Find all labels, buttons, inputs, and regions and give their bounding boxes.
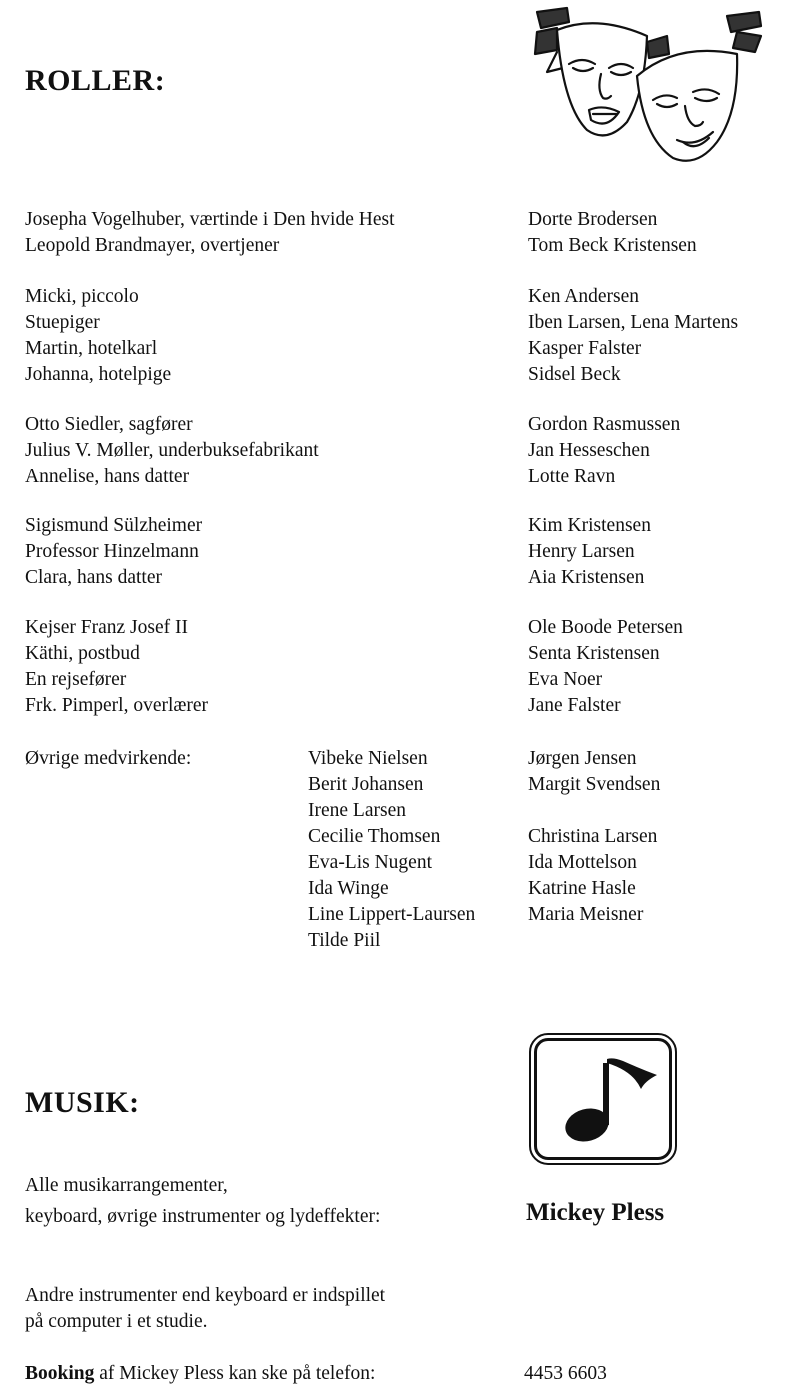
actor-name: Kim Kristensen (528, 515, 651, 536)
role-name: Martin, hotelkarl (25, 338, 158, 359)
actor-name: Aia Kristensen (528, 567, 645, 588)
role-name: Leopold Brandmayer, overtjener (25, 235, 280, 256)
role-name: Frk. Pimperl, overlærer (25, 695, 209, 716)
actor-group (528, 513, 651, 591)
role-name: Annelise, hans datter (25, 466, 190, 487)
actor-name: Tom Beck Kristensen (528, 235, 697, 256)
others-right-list-1 (528, 746, 660, 798)
actor-name: Senta Kristensen (528, 643, 660, 664)
note-line-1: Andre instrumenter end keyboard er indspillet (25, 1285, 386, 1306)
booking-line (25, 1360, 375, 1388)
role-name: En rejsefører (25, 669, 127, 690)
performer-name: Katrine Hasle (528, 878, 636, 899)
music-line-2: keyboard, øvrige instrumenter og lydeffekter: (25, 1206, 381, 1227)
actor-name: Jan Hesseschen (528, 440, 650, 461)
actor-group (528, 284, 738, 388)
performer-name: Vibeke Nielsen (308, 748, 428, 769)
performer-name: Eva-Lis Nugent (308, 852, 433, 873)
performer-name: Irene Larsen (308, 800, 406, 821)
performer-name: Jørgen Jensen (528, 748, 637, 769)
performer-name: Christina Larsen (528, 826, 658, 847)
actor-name: Dorte Brodersen (528, 209, 658, 230)
music-credit-name: Mickey Pless (526, 1199, 665, 1226)
performer-name: Line Lippert-Laursen (308, 904, 476, 925)
others-mid-list (308, 746, 475, 954)
performer-name: Tilde Piil (308, 930, 381, 951)
actor-group (528, 615, 683, 719)
role-name: Professor Hinzelmann (25, 541, 199, 562)
performer-name: Ida Mottelson (528, 852, 637, 873)
actor-name: Gordon Rasmussen (528, 414, 681, 435)
roles-heading: ROLLER: (25, 64, 166, 97)
role-group (25, 284, 171, 388)
role-name: Clara, hans datter (25, 567, 162, 588)
others-right-list-2 (528, 824, 657, 928)
role-name: Johanna, hotelpige (25, 364, 172, 385)
role-name: Stuepiger (25, 312, 100, 333)
music-note-box (534, 1038, 672, 1160)
performer-name: Cecilie Thomsen (308, 826, 441, 847)
role-name: Julius V. Møller, underbuksefabrikant (25, 440, 319, 461)
actor-name: Iben Larsen, Lena Martens (528, 312, 739, 333)
actor-name: Ken Andersen (528, 286, 640, 307)
actor-group (528, 412, 680, 490)
actor-name: Jane Falster (528, 695, 621, 716)
note-line-2: på computer i et studie. (25, 1311, 208, 1332)
others-label: Øvrige medvirkende: (25, 748, 192, 769)
role-name: Käthi, postbud (25, 643, 140, 664)
actor-name: Lotte Ravn (528, 466, 616, 487)
booking-rest: af Mickey Pless kan ske på telefon: (99, 1363, 376, 1384)
music-line-1: Alle musikarrangementer, (25, 1175, 228, 1196)
booking-phone: 4453 6603 (524, 1363, 607, 1384)
actor-group (528, 207, 697, 259)
performer-name: Ida Winge (308, 878, 389, 899)
theatre-masks-icon (527, 2, 767, 172)
music-heading: MUSIK: (25, 1086, 140, 1119)
role-name: Micki, piccolo (25, 286, 139, 307)
actor-name: Kasper Falster (528, 338, 642, 359)
role-group (25, 207, 394, 259)
role-name: Otto Siedler, sagfører (25, 414, 193, 435)
actor-name: Ole Boode Petersen (528, 617, 683, 638)
actor-name: Eva Noer (528, 669, 603, 690)
role-name: Kejser Franz Josef II (25, 617, 188, 638)
role-group (25, 412, 319, 490)
role-name: Josepha Vogelhuber, værtinde i Den hvide Hest (25, 209, 395, 230)
actor-name: Henry Larsen (528, 541, 635, 562)
performer-name: Maria Meisner (528, 904, 644, 925)
performer-name: Berit Johansen (308, 774, 424, 795)
booking-bold: Booking (25, 1363, 95, 1384)
music-note-icon (537, 1041, 669, 1157)
role-name: Sigismund Sülzheimer (25, 515, 203, 536)
actor-name: Sidsel Beck (528, 364, 621, 385)
performer-name: Margit Svendsen (528, 774, 661, 795)
role-group (25, 615, 208, 719)
role-group (25, 513, 202, 591)
